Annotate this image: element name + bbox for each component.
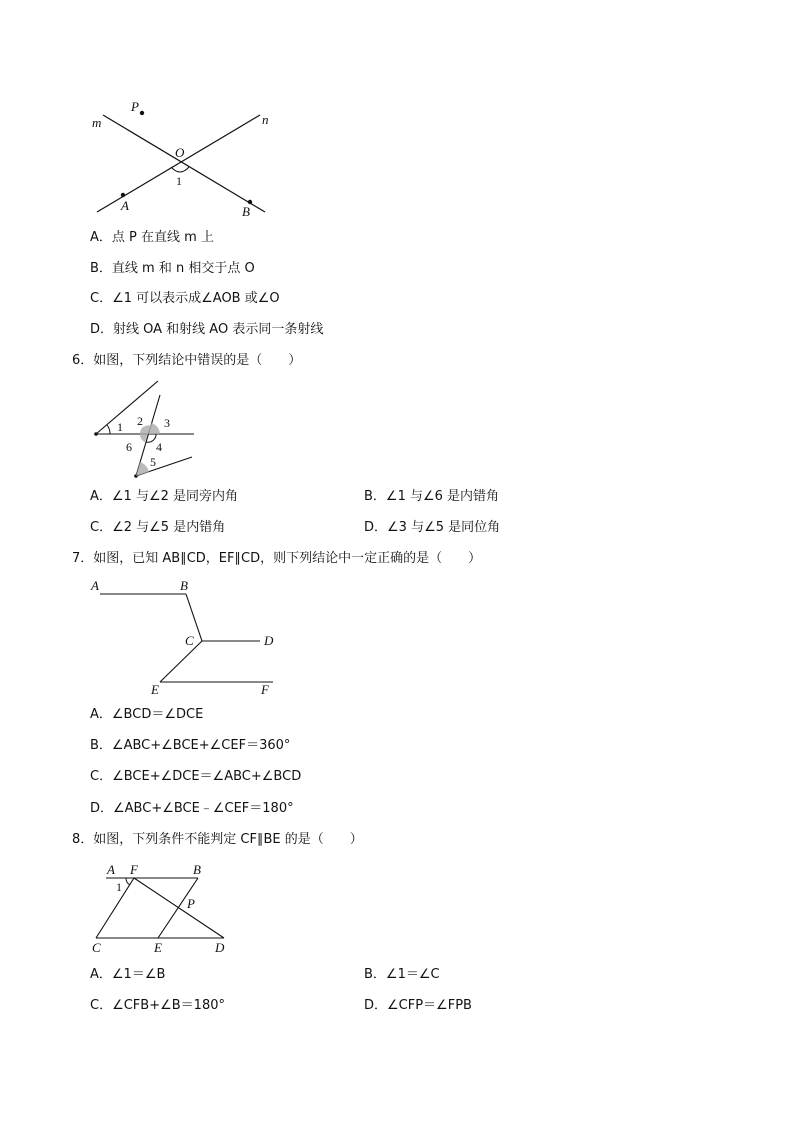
- q8-option-d[interactable]: D．∠CFP＝∠FPB: [364, 998, 472, 1013]
- q8-stem: 8．如图，下列条件不能判定 CF∥BE 的是（ ）: [72, 832, 363, 847]
- q7-label-F: F: [261, 682, 269, 697]
- q7-option-c[interactable]: C．∠BCE+∠DCE＝∠ABC+∠BCD: [90, 769, 302, 784]
- q5-option-b[interactable]: B．直线 m 和 n 相交于点 O: [90, 261, 255, 276]
- q6-vertex-left: [94, 432, 98, 436]
- q8-label-D: D: [215, 940, 225, 955]
- q6-label-4: 4: [156, 440, 162, 454]
- q6-stem: 6．如图，下列结论中错误的是（ ）: [72, 353, 302, 368]
- q8-label-C: C: [92, 940, 101, 955]
- q6-figure: [90, 375, 200, 480]
- q6-option-d[interactable]: D．∠3 与∠5 是同位角: [364, 520, 501, 535]
- q8-label-B: B: [193, 862, 201, 877]
- point-A: [121, 193, 125, 197]
- q7-option-d[interactable]: D．∠ABC+∠BCE﹣∠CEF＝180°: [90, 801, 294, 816]
- q7-label-D: D: [264, 633, 274, 648]
- angle-1-arc: [171, 167, 189, 172]
- q7-label-A: A: [91, 578, 99, 593]
- q5-figure: [85, 95, 285, 225]
- q7-option-a[interactable]: A．∠BCD＝∠DCE: [90, 707, 204, 722]
- q7-label-B: B: [180, 578, 188, 593]
- q7-option-b[interactable]: B．∠ABC+∠BCE+∠CEF＝360°: [90, 738, 291, 753]
- q5-option-c[interactable]: C．∠1 可以表示成∠AOB 或∠O: [90, 291, 280, 306]
- label-m: m: [92, 115, 102, 130]
- q8-angle-1-arc: [126, 878, 130, 885]
- q7-stem: 7．如图，已知 AB∥CD，EF∥CD，则下列结论中一定正确的是（ ）: [72, 551, 482, 566]
- q7-label-E: E: [151, 682, 159, 697]
- q8-segment-FC: [96, 878, 134, 938]
- label-A: A: [121, 198, 129, 213]
- q6-label-6: 6: [126, 440, 132, 454]
- q8-segment-FD: [134, 878, 224, 938]
- label-angle-1: 1: [176, 174, 182, 188]
- q6-label-2: 2: [137, 414, 143, 428]
- q6-label-3: 3: [164, 416, 170, 430]
- q6-label-5: 5: [150, 455, 156, 469]
- q7-label-C: C: [185, 633, 194, 648]
- label-B: B: [242, 204, 250, 219]
- q5-option-a[interactable]: A．点 P 在直线 m 上: [90, 230, 214, 245]
- q8-label-F: F: [130, 862, 138, 877]
- q7-segment-CE: [160, 641, 202, 682]
- q8-label-A: A: [107, 862, 115, 877]
- q8-figure: [88, 858, 238, 958]
- q5-option-d[interactable]: D．射线 OA 和射线 AO 表示同一条射线: [90, 322, 324, 337]
- q8-label-E: E: [154, 940, 162, 955]
- q6-option-b[interactable]: B．∠1 与∠6 是内错角: [364, 489, 500, 504]
- q6-option-a[interactable]: A．∠1 与∠2 是同旁内角: [90, 489, 239, 504]
- label-O: O: [175, 145, 185, 160]
- q8-label-angle-1: 1: [116, 880, 122, 894]
- q8-option-c[interactable]: C．∠CFB+∠B＝180°: [90, 998, 225, 1013]
- q6-option-c[interactable]: C．∠2 与∠5 是内错角: [90, 520, 226, 535]
- q8-label-P: P: [187, 896, 195, 911]
- q7-figure: [88, 573, 288, 698]
- q6-angle-1-arc: [107, 425, 110, 434]
- q8-option-a[interactable]: A．∠1＝∠B: [90, 967, 166, 982]
- label-n: n: [262, 112, 269, 127]
- q6-label-1: 1: [117, 420, 123, 434]
- point-P: [140, 111, 144, 115]
- q8-option-b[interactable]: B．∠1＝∠C: [364, 967, 440, 982]
- label-P: P: [131, 99, 139, 114]
